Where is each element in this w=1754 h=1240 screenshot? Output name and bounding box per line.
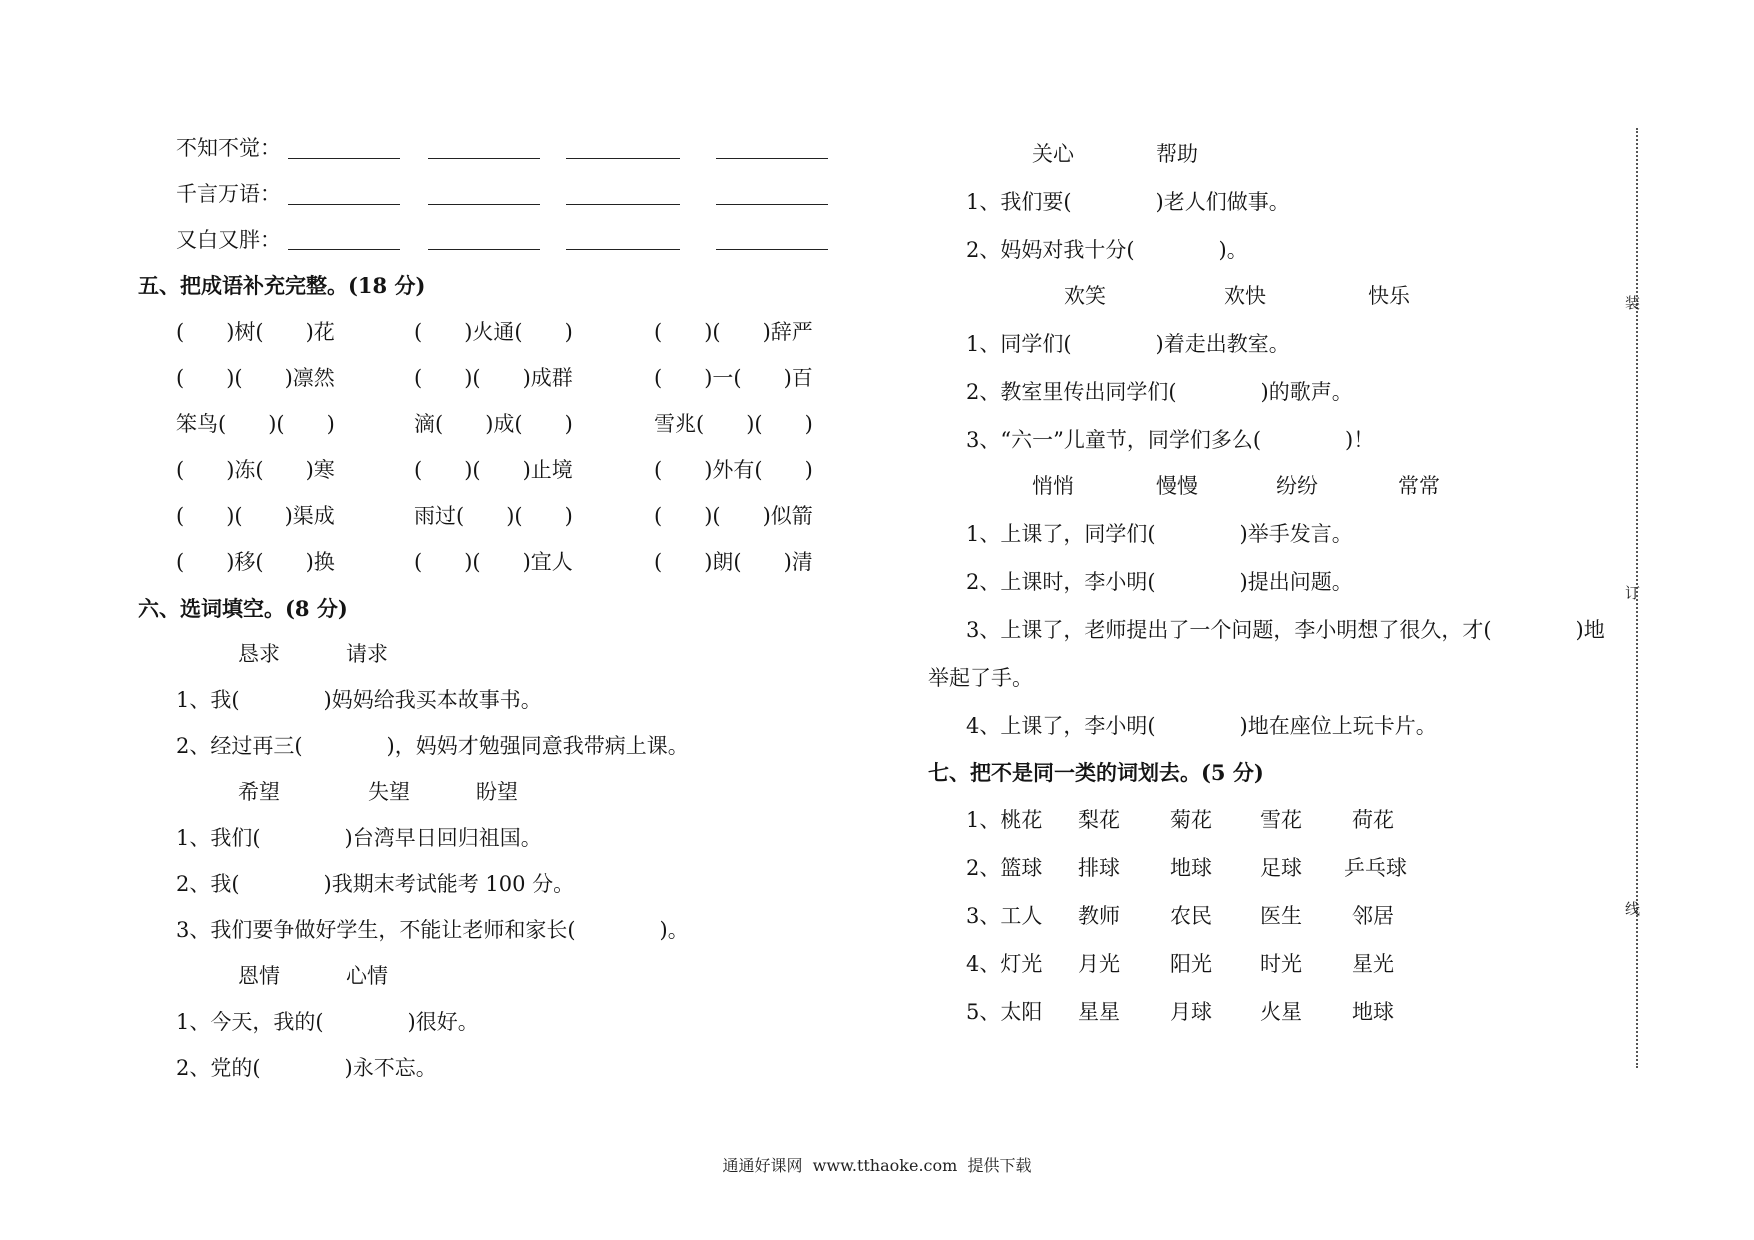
word-item[interactable]: 2、篮球 xyxy=(966,856,1043,880)
word-item[interactable]: 火星 xyxy=(1260,1000,1302,1024)
fill-item: 2、经过再三( )，妈妈才勉强同意我带病上课。 xyxy=(176,734,689,758)
idiom-item: ( )( )辞严 xyxy=(654,320,813,344)
word-option: 希望 xyxy=(238,780,280,804)
idiom-item: ( )火通( ) xyxy=(414,320,573,344)
word-option: 恳求 xyxy=(238,642,280,666)
word-item[interactable]: 梨花 xyxy=(1078,808,1120,832)
fill-item: 3、我们要争做好学生，不能让老师和家长( )。 xyxy=(176,918,689,942)
fill-item: 1、我( )妈妈给我买本故事书。 xyxy=(176,688,542,712)
idiom-item: ( )( )凛然 xyxy=(176,366,335,390)
word-option: 帮助 xyxy=(1156,142,1198,166)
fill-item: 1、我们( )台湾早日回归祖国。 xyxy=(176,826,542,850)
answer-line[interactable] xyxy=(288,158,400,159)
word-item[interactable]: 地球 xyxy=(1170,856,1212,880)
word-item[interactable]: 1、桃花 xyxy=(966,808,1043,832)
idiom-item: ( )( )止境 xyxy=(414,458,573,482)
idiom-item: ( )( )渠成 xyxy=(176,504,335,528)
word-item[interactable]: 农民 xyxy=(1170,904,1212,928)
word-option: 快乐 xyxy=(1368,284,1410,308)
word-item[interactable]: 时光 xyxy=(1260,952,1302,976)
section6-title: 六、选词填空。(8 分) xyxy=(138,596,348,621)
answer-line[interactable] xyxy=(566,158,680,159)
idiom-item: 笨鸟( )( ) xyxy=(176,412,335,436)
idiom-item: ( )( )似箭 xyxy=(654,504,813,528)
idiom-item: ( )外有( ) xyxy=(654,458,813,482)
answer-line[interactable] xyxy=(566,249,680,250)
word-item[interactable]: 排球 xyxy=(1078,856,1120,880)
fill-item: 4、上课了，李小明( )地在座位上玩卡片。 xyxy=(966,714,1437,738)
fill-item: 2、妈妈对我十分( )。 xyxy=(966,238,1248,262)
fill-item: 3、上课了，老师提出了一个问题，李小明想了很久，才( )地 xyxy=(966,618,1605,642)
word-option: 心情 xyxy=(346,964,388,988)
idiom-item: ( )朗( )清 xyxy=(654,550,813,574)
idiom-label-1: 不知不觉： xyxy=(176,136,281,160)
idiom-item: 滴( )成( ) xyxy=(414,412,573,436)
fill-item: 2、我( )我期末考试能考 100 分。 xyxy=(176,872,575,896)
fill-item-continued: 举起了手。 xyxy=(928,666,1033,690)
word-item[interactable]: 医生 xyxy=(1260,904,1302,928)
word-item[interactable]: 菊花 xyxy=(1170,808,1212,832)
fill-item: 1、我们要( )老人们做事。 xyxy=(966,190,1290,214)
idiom-item: ( )一( )百 xyxy=(654,366,813,390)
fill-item: 3、“六一”儿童节，同学们多么( )！ xyxy=(966,428,1375,452)
word-item[interactable]: 邻居 xyxy=(1352,904,1394,928)
word-option: 慢慢 xyxy=(1156,474,1198,498)
idiom-label-2: 千言万语： xyxy=(176,182,281,206)
word-option: 关心 xyxy=(1032,142,1074,166)
word-item[interactable]: 月球 xyxy=(1170,1000,1212,1024)
word-option: 欢快 xyxy=(1224,284,1266,308)
word-item[interactable]: 5、太阳 xyxy=(966,1000,1043,1024)
fill-item: 2、上课时，李小明( )提出问题。 xyxy=(966,570,1353,594)
answer-line[interactable] xyxy=(288,249,400,250)
answer-line[interactable] xyxy=(716,204,828,205)
fill-item: 2、党的( )永不忘。 xyxy=(176,1056,437,1080)
fill-item: 1、今天，我的( )很好。 xyxy=(176,1010,479,1034)
answer-line[interactable] xyxy=(428,204,540,205)
section5-title: 五、把成语补充完整。(18 分) xyxy=(138,273,426,298)
idiom-item: ( )( )成群 xyxy=(414,366,573,390)
word-item[interactable]: 地球 xyxy=(1352,1000,1394,1024)
idiom-item: ( )( )宜人 xyxy=(414,550,573,574)
answer-line[interactable] xyxy=(566,204,680,205)
word-option: 悄悄 xyxy=(1032,474,1074,498)
word-option: 请求 xyxy=(346,642,388,666)
word-item[interactable]: 星星 xyxy=(1078,1000,1120,1024)
word-item[interactable]: 荷花 xyxy=(1352,808,1394,832)
word-item[interactable]: 阳光 xyxy=(1170,952,1212,976)
idiom-item: 雪兆( )( ) xyxy=(654,412,813,436)
word-option: 欢笑 xyxy=(1064,284,1106,308)
word-item[interactable]: 雪花 xyxy=(1260,808,1302,832)
word-item[interactable]: 足球 xyxy=(1260,856,1302,880)
word-option: 常常 xyxy=(1398,474,1440,498)
word-item[interactable]: 星光 xyxy=(1352,952,1394,976)
word-item[interactable]: 3、工人 xyxy=(966,904,1043,928)
binding-label: 订 xyxy=(1625,584,1641,602)
fill-item: 1、上课了，同学们( )举手发言。 xyxy=(966,522,1353,546)
word-item[interactable]: 4、灯光 xyxy=(966,952,1043,976)
word-option: 失望 xyxy=(368,780,410,804)
idiom-item: ( )移( )换 xyxy=(176,550,335,574)
word-item[interactable]: 教师 xyxy=(1078,904,1120,928)
word-option: 纷纷 xyxy=(1276,474,1318,498)
footer-credit: 通通好课网 www.tthaoke.com 提供下载 xyxy=(722,1156,1032,1175)
section7-title: 七、把不是同一类的词划去。(5 分) xyxy=(928,760,1264,785)
fill-item: 2、教室里传出同学们( )的歌声。 xyxy=(966,380,1353,404)
answer-line[interactable] xyxy=(716,158,828,159)
answer-line[interactable] xyxy=(288,204,400,205)
fill-item: 1、同学们( )着走出教室。 xyxy=(966,332,1290,356)
word-item[interactable]: 月光 xyxy=(1078,952,1120,976)
answer-line[interactable] xyxy=(428,249,540,250)
idiom-label-3: 又白又胖： xyxy=(176,228,281,252)
binding-label: 线 xyxy=(1625,900,1641,918)
answer-line[interactable] xyxy=(428,158,540,159)
idiom-item: 雨过( )( ) xyxy=(414,504,573,528)
binding-label: 装 xyxy=(1625,294,1641,312)
idiom-item: ( )冻( )寒 xyxy=(176,458,335,482)
idiom-item: ( )树( )花 xyxy=(176,320,335,344)
word-option: 恩情 xyxy=(238,964,280,988)
answer-line[interactable] xyxy=(716,249,828,250)
word-option: 盼望 xyxy=(476,780,518,804)
word-item[interactable]: 乒乓球 xyxy=(1344,856,1407,880)
